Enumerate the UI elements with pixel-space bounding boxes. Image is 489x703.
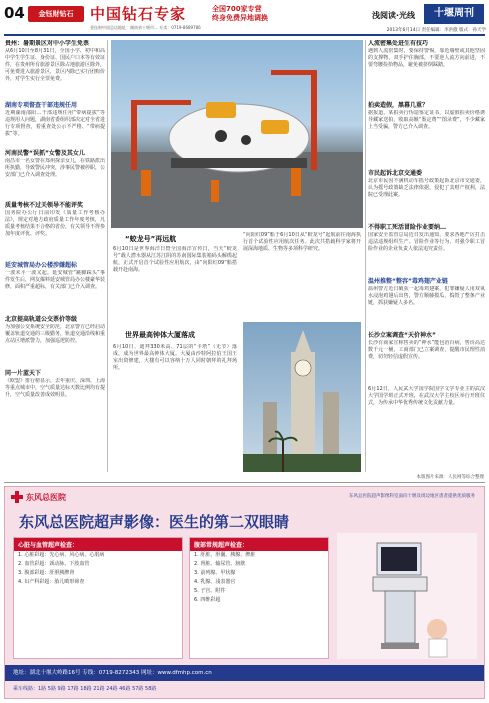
ad-address-bar	[5, 665, 485, 681]
story-body: 为加强公交系统安全防范，北京警方已经启动覆盖轨道交通的三级勤务，轨道交通沿线和重点站区增派警力，加强巡逻防控。	[5, 324, 105, 344]
box-title: 腹部常规超声检查：	[190, 538, 328, 551]
story-body: 一波未平一波又起。延安城管“跳脚踩头”事件发生后，网友爆料延安城管局办公楼豪华装修，面积严重超标，有关部门已介入调查。	[5, 270, 105, 290]
box-item: 4. 妇产科彩超：胎儿畸形筛查	[18, 579, 85, 585]
left-story	[5, 370, 105, 420]
ad-title: 中国钻石专家	[90, 5, 187, 23]
hospital-ad	[4, 486, 485, 699]
masthead	[0, 0, 489, 36]
logo-text: 金钰财钻石	[38, 10, 74, 18]
brand-box	[424, 4, 484, 24]
jewelry-logo	[28, 6, 84, 22]
story-body: 6月12日，人民武大学国学院国学文学专业主的武汉大学国学班正式开班，在武汉大学主校区举行开班仪式，为传承中华优秀传统文化贡献力量。	[368, 386, 485, 406]
ad-small-line: 金钰财中国总店地址：湖南省十堰市… 专卖：0719-8689786	[90, 25, 201, 30]
story-body: 国家安全监管总局近日发出通知，要求各地严厉打击违法违规组织生产、冒险作业等行为，对强令职工冒险作业的企业负责人依法追究责任。	[368, 232, 485, 252]
story-headline: 温州推整“整容”毒鸡翅产业链	[368, 278, 448, 285]
box-item: 2. 肾脏、输尿管、膀胱	[194, 561, 246, 567]
ad-address: 地址：湖北十堰大岭路16号 专线：0719-8272343 网址：www.dfmhp.com.cn	[13, 670, 212, 676]
right-story	[368, 40, 485, 98]
ad-box-abdomen	[189, 537, 329, 659]
page-number: 04	[4, 4, 25, 22]
left-story	[5, 150, 105, 198]
left-story	[5, 262, 105, 312]
story-headline: 不得职工死活冒险作业要纳…	[368, 224, 447, 231]
story-headline: 同一片蓝天下	[5, 370, 42, 377]
story-body: 从6月10日至8月31日，全国小学、初中和高中学生学生证、身份证、国民户口本等有效证件，在贵州所有旅游景区除占地旅游区除外，可免费进入旅游景区，景区内除已实行团购价外，对学生实行全票免费。	[5, 48, 105, 82]
story-headline: 河南民警“误抓”女警及其女儿	[5, 150, 85, 157]
photo-caption-2: 世界最高钟体大厦落成	[125, 331, 195, 339]
column-divider	[365, 40, 366, 472]
story-headline: 拍卖造假，黑幕几重？	[368, 102, 429, 109]
story-headline: 长沙立案调查“天价神水”	[368, 332, 436, 339]
story-headline: 贵州：暑期景区对中小学生免票	[5, 40, 90, 47]
right-story	[368, 170, 485, 220]
left-story	[5, 316, 105, 366]
cross-icon	[11, 491, 23, 503]
story-body: 长沙有商家宣称售卖的“神水”能包治百病，售价高达数千元一桶，工商部门已立案调查，提醒市民理性消费，切勿轻信虚假宣传。	[368, 340, 485, 360]
brand-name: 十堰周刊	[434, 8, 474, 19]
left-story	[5, 40, 105, 98]
tower-illustration	[243, 322, 361, 472]
ad-subtext: 东风总医院超声影像科室面向十堰及周边地区患者提供优质服务	[349, 494, 475, 499]
right-story	[368, 332, 485, 382]
right-column	[368, 40, 485, 472]
masthead-rule	[4, 34, 485, 36]
dateline: 2013年6月14日 责任编辑：李洪傲 版式：孙天学	[386, 28, 486, 33]
left-story	[5, 102, 105, 146]
box-item: 1. 心脏彩超：先心病、风心病、心肌病	[18, 552, 105, 558]
box-item: 5. 子宫、附件	[194, 588, 226, 594]
photo-caption-1: “蛟龙号”再远航	[125, 235, 177, 243]
box-item: 1. 肝脏、胆囊、胰腺、脾脏	[194, 552, 256, 558]
story-headline: 北京提高轨道公交票价等级	[5, 316, 78, 323]
right-story	[368, 386, 485, 426]
ultrasound-machine-photo	[337, 533, 477, 659]
story-headline: 人流密集处进生有技巧	[368, 40, 429, 47]
story-headline: 市民起诉北京交通委	[368, 170, 423, 177]
left-story	[5, 202, 105, 258]
story-body-1: 6月10日是世界海洋日暨全国海洋宣传日，当天“蛟龙号”载人潜水器从江苏江阴的苏南国际集装箱码头解缆起航，正式开启首个试验性应用航次，由“向阳红09”船搭载开赴南海。	[113, 246, 237, 273]
story-body-2: 6月10日，迪拜330米高、71层的“卡塔”（无节）落成，成为世界最高钟体大厦。大厦由沙特阿拉伯王国王室出资修建，大楼有可以容纳十万人同时朝拜的礼拜场所。	[113, 344, 237, 371]
story-body: 北京市民因不满机动车摇号政策起诉北京市交通委，认为摇号政策缺乏法律依据，侵犯了其财产权利，法院已受理此案。	[368, 178, 485, 198]
story-body-1b: “向阳红09”船于6月10日从“蛟龙号”起航前往南海执行首个试验性应用航次任务。此次共搭载科学家将开展深海地质、生物等多项科学研究。	[243, 232, 361, 252]
ad-box-heart	[13, 537, 183, 659]
ultrasound-machine-illustration	[337, 533, 477, 659]
ad-subtitle-1: 全国700家专营	[212, 5, 262, 13]
box-item: 3. 前列腺、甲状腺	[194, 570, 236, 576]
box-item: 4. 乳腺、浅表器官	[194, 579, 236, 585]
story-body: 温州警方近日破获一起毒鸡翅案，犯罪嫌疑人用双氧水浸泡鸡翅后出售，警方顺藤摸瓜，捣毁了整条产业链，抓获嫌疑人多名。	[368, 286, 485, 306]
section-name: 浅阅读·光线	[372, 11, 416, 20]
hospital-logo	[11, 491, 66, 503]
hospital-name: 东风总医院	[26, 492, 66, 502]
story-headline: 湖南专项督查干部违规任用	[5, 102, 78, 109]
story-body: 南昌市一名女警在郑州探亲女儿，在铁路派出所执勤，导致警民冲突，涉事民警被停职，公安部门已介入调查处理。	[5, 158, 105, 178]
box-item: 2. 血管彩超：颈动脉、下肢血管	[18, 561, 90, 567]
submersible-photo	[111, 40, 363, 228]
box-title: 心脏与血管超声检查：	[14, 538, 182, 551]
box-item: 6. 四维彩超	[194, 597, 221, 603]
tower-photo	[243, 322, 361, 472]
column-divider	[107, 40, 108, 472]
right-story	[368, 102, 485, 166]
ad-top-rule	[4, 482, 485, 483]
story-headline: 质量考核不过关领导不能评奖	[5, 202, 84, 209]
right-story	[368, 224, 485, 274]
left-column	[5, 40, 105, 472]
photo-source-note: 本版图片来源：人民网等综合整理	[416, 475, 484, 480]
box-item: 3. 腹部彩超：肝胆胰脾肾	[18, 570, 75, 576]
story-headline: 延安城管局办公楼涉嫌超标	[5, 262, 78, 269]
right-story	[368, 278, 485, 328]
ad-subtitle-2: 终身免费异地调换	[212, 14, 268, 22]
story-body: 遇到人流密集时，要保持警惕，靠近墙壁或其他坚固的支撑物，双手护住胸部，不要逆人流方向前进，不要弯腰捡拾物品，避免被挤倒踩踏。	[368, 48, 485, 68]
story-body: 《欧盟》排行榜显示，去年重庆、深圳、上海等重点城市中，空气质量达标天数比例均有提升，空气质量改善成效明显。	[5, 378, 105, 398]
story-body: 近期湖南邵阳…干部违规任用“带病提拔”等违规用人问题，湖南省委组织部决定对全省进行专项督查，着重查处公示不严格、“带病提拔”等。	[5, 110, 105, 137]
ad-bus-lines: 乘车线路：1路 5路 9路 17路 18路 21路 24路 46路 57路 58路	[13, 686, 157, 692]
story-body: 国务院办公厅日前印发《质量工作考核办法》，规定对地方政府质量工作年度考核，凡质量考核结果不合格的省份，有关领导不得参加年度评优、评奖。	[5, 210, 105, 237]
story-body: 据报道，某拍卖行伪造鉴定证书，以虚假拍卖价格诱导藏家送拍，收取高额“鉴定费”“图录费”，不少藏家上当受骗，警方已介入调查。	[368, 110, 485, 130]
submersible-illustration	[111, 40, 363, 228]
center-column	[111, 40, 363, 472]
ad-headline: 东风总医院超声影像：医生的第二双眼睛	[19, 513, 290, 531]
